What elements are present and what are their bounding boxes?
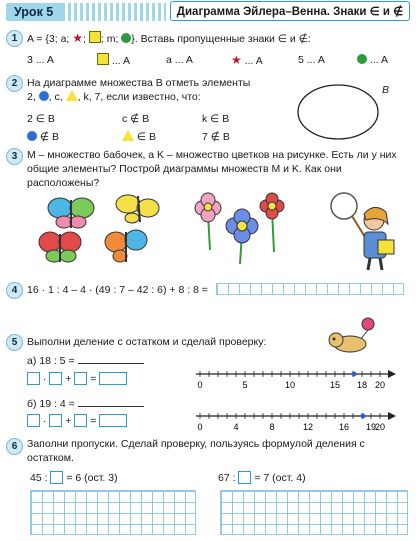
task5-text: Выполни деление с остатком и сделай проверку: bbox=[27, 336, 267, 348]
task5b-check: · + = bbox=[27, 414, 127, 428]
task2-cond: ∈ B bbox=[122, 130, 156, 144]
task2-cond: ∉ B bbox=[27, 130, 59, 144]
tick-label: 10 bbox=[284, 380, 296, 390]
green-circle-icon bbox=[121, 33, 131, 43]
task2-cond: c ∉ B bbox=[122, 113, 150, 125]
task2-cond: 7 ∉ B bbox=[202, 131, 230, 143]
task1-item[interactable]: ... A bbox=[357, 53, 388, 67]
butterfly-net-icon bbox=[331, 193, 357, 219]
blue-circle-icon bbox=[39, 91, 49, 101]
tick-label: 18 bbox=[356, 380, 368, 390]
tick-label: 0 bbox=[197, 380, 203, 390]
dog-with-balloon-illustration bbox=[326, 316, 406, 356]
task6-left: 45 : = 6 (ост. 3) bbox=[30, 472, 118, 484]
task5a-check: · + = bbox=[27, 372, 127, 386]
header-stripes bbox=[62, 3, 166, 21]
answer-box[interactable] bbox=[74, 414, 87, 427]
blue-circle-icon bbox=[27, 131, 37, 141]
task1-item[interactable]: a ... A bbox=[166, 54, 193, 66]
answer-box[interactable] bbox=[99, 372, 127, 385]
yellow-triangle-icon bbox=[66, 90, 78, 101]
task-number: 5 bbox=[6, 334, 23, 351]
point-19 bbox=[361, 414, 366, 419]
task1-set: A = {3; a; ★; ; m; }. Вставь пропущенные знаки ∈ и ∉: bbox=[27, 31, 311, 45]
tick-label: 20 bbox=[374, 422, 386, 432]
flower-icon bbox=[260, 193, 284, 252]
task4-expression: 16 · 1 : 4 – 4 · (49 : 7 – 42 : 6) + 8 : 8 = bbox=[27, 284, 208, 296]
task1-item[interactable]: 5 ... A bbox=[298, 54, 325, 66]
task-number: 1 bbox=[6, 30, 23, 47]
point-18 bbox=[352, 372, 357, 377]
task3-text: M – множество бабочек, а K – множество цветков на рисунке. Есть ли у них общие элементы? Построй диаграммы множеств M и K. Как они расположены? bbox=[27, 149, 397, 189]
tick-label: 8 bbox=[269, 422, 275, 432]
answer-box[interactable] bbox=[50, 471, 63, 484]
tick-label: 5 bbox=[242, 380, 248, 390]
task-number: 6 bbox=[6, 438, 23, 455]
green-circle-icon bbox=[357, 54, 367, 64]
task1-item[interactable]: ★ ... A bbox=[231, 53, 263, 67]
task5b-label: б) 19 : 4 = bbox=[27, 396, 144, 411]
tick-label: 19 bbox=[365, 422, 377, 432]
answer-box[interactable] bbox=[49, 414, 62, 427]
butterfly-icon bbox=[105, 230, 147, 262]
tick-label: 0 bbox=[197, 422, 203, 432]
butterfly-icon bbox=[39, 232, 81, 262]
tick-label: 12 bbox=[302, 422, 314, 432]
task-number: 3 bbox=[6, 148, 23, 165]
task-number: 4 bbox=[6, 282, 23, 299]
flower-icon bbox=[195, 193, 221, 250]
set-b-label: B bbox=[382, 84, 390, 96]
task1-item[interactable]: ... A bbox=[97, 53, 130, 68]
task5a-label: а) 18 : 5 = bbox=[27, 353, 144, 368]
answer-cells[interactable] bbox=[216, 283, 404, 295]
answer-box[interactable] bbox=[27, 414, 40, 427]
flower-icon bbox=[226, 209, 258, 264]
star-icon: ★ bbox=[231, 53, 242, 67]
number-line-a bbox=[192, 366, 398, 392]
answer-line[interactable] bbox=[78, 396, 144, 407]
work-grid-right[interactable] bbox=[220, 490, 408, 535]
lesson-title: Диаграмма Эйлера–Венна. Знаки ∈ и ∉ bbox=[170, 1, 410, 21]
answer-box[interactable] bbox=[74, 372, 87, 385]
task2-text: На диаграмме множества B отметь элементы bbox=[27, 77, 251, 89]
answer-box[interactable] bbox=[238, 471, 251, 484]
answer-line[interactable] bbox=[78, 353, 144, 364]
task2-text: 2, , c, , k, 7, если известно, что: bbox=[27, 91, 201, 103]
yellow-triangle-icon bbox=[122, 130, 134, 141]
work-grid-left[interactable] bbox=[30, 490, 196, 535]
girl-with-net-illustration bbox=[322, 190, 402, 272]
tick-label: 16 bbox=[338, 422, 350, 432]
butterfly-icon bbox=[48, 198, 94, 228]
task1-item[interactable]: 3 ... A bbox=[27, 54, 54, 66]
tick-label: 4 bbox=[233, 422, 239, 432]
butterflies-illustration bbox=[20, 190, 170, 272]
tick-label: 15 bbox=[329, 380, 341, 390]
butterfly-icon bbox=[116, 195, 159, 223]
task2-cond: k ∈ B bbox=[202, 113, 230, 125]
task2-cond: 2 ∈ B bbox=[27, 113, 55, 125]
task-number: 2 bbox=[6, 75, 23, 92]
lesson-label: Урок 5 bbox=[6, 3, 68, 21]
answer-box[interactable] bbox=[27, 372, 40, 385]
task6-right: 67 : = 7 (ост. 4) bbox=[218, 472, 306, 484]
star-icon: ★ bbox=[72, 31, 84, 45]
yellow-square-icon bbox=[89, 31, 101, 43]
flowers-illustration bbox=[180, 190, 290, 272]
answer-box[interactable] bbox=[49, 372, 62, 385]
task6-text: Заполни пропуски. Сделай проверку, пользуясь формулой деления с остатком. bbox=[27, 438, 365, 464]
number-line-b bbox=[192, 408, 398, 434]
yellow-square-icon bbox=[97, 53, 109, 65]
answer-box[interactable] bbox=[99, 414, 127, 427]
tick-label: 20 bbox=[374, 380, 386, 390]
